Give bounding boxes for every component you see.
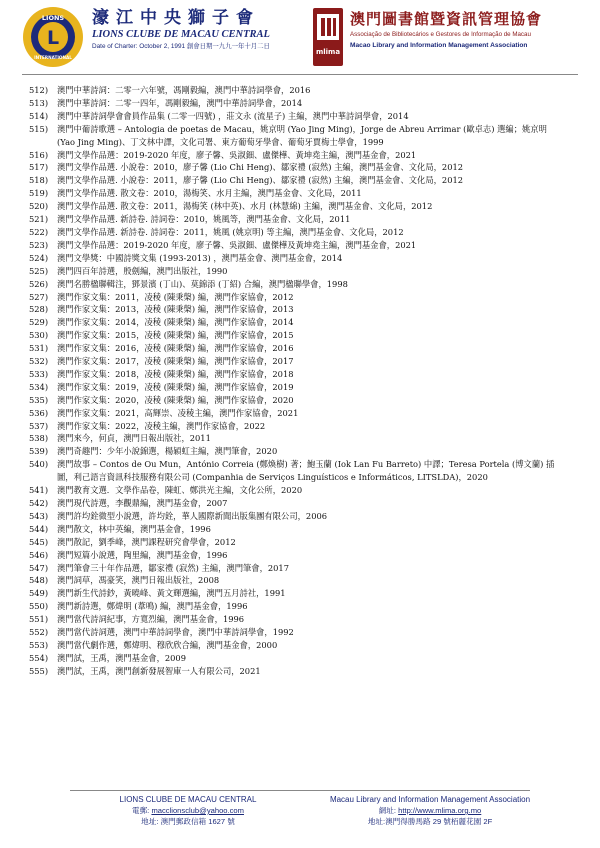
lions-logo-text-bottom: INTERNATIONAL (34, 55, 72, 60)
entry-number: 532) (29, 356, 49, 367)
list-item (0, 291, 600, 304)
entry-text: 澳門故事 – Contos de Ou Mun，António Correia (鄭煥樹) 著；鮑玉蘭 (Iok Lan Fu Barreto) 中譯；Teresa Portela (博文蘭) 插圖，利己語言資訊科技服務有限公司 (Companhia de Serviços Linguísticos e Informáticos, LITSLDA)，2020 (57, 459, 555, 483)
entry-number: 512) (29, 85, 49, 95)
entry-text: 澳門奇趣門：少年小說錦選，楊穎虹主編，澳門筆會，2020 (57, 446, 278, 457)
list-item (0, 407, 600, 420)
entry-text: 澳門文學作品選. 小說卷：2011，廖子馨 (Lio Chi Heng)、鄒家禮 (寂然) 主編，澳門基金會、文化局，2012 (57, 175, 464, 186)
entry-number: 545) (29, 536, 49, 547)
entry-text: 澳門作家文集：2021，高輝崇、凌稜主編，澳門作家協會，2021 (57, 407, 299, 418)
entry-number: 555) (29, 665, 49, 676)
footer-email-link[interactable]: macclionsclub@yahoo.com (151, 806, 244, 815)
entry-text: 澳門作家文集：2014，凌稜 (陳秉槃) 編，澳門作家協會，2014 (57, 317, 294, 328)
entry-number: 536) (29, 407, 49, 418)
list-item (0, 600, 600, 613)
entry-text: 澳門文學獎：中國詩獎文集 (1993-2013) ，澳門基金會、澳門基金會，2014 (57, 252, 343, 263)
list-item (0, 445, 600, 458)
entry-number: 522) (29, 226, 49, 237)
entry-text: 澳門名勝楹聯輯注，鄧景濱 (丁山)、莫錦添 (丁紹) 合編，澳門楹聯學會，1998 (57, 278, 348, 289)
entry-number: 548) (29, 575, 49, 586)
entry-text: 澳門文學作品選. 小說卷：2010，廖子馨 (Lio Chi Heng)、鄒家禮 (寂然) 主編，澳門基金會、文化局，2012 (57, 162, 464, 173)
footer-mlima-website-line (310, 805, 550, 816)
entry-text: 澳門文學作品選. 散文卷：2010，湯梅笑、水月主編，澳門基金會、文化局，2011 (57, 188, 362, 199)
list-item (0, 381, 600, 394)
entry-text: 澳門作家文集：2018，凌稜 (陳秉槃) 編，澳門作家協會，2018 (57, 368, 294, 379)
entry-text: 澳門試，王禹，澳門基金會，2009 (57, 652, 186, 663)
list-item (0, 574, 600, 587)
entry-number: 531) (29, 343, 49, 354)
list-item (0, 613, 600, 626)
entry-number: 521) (29, 214, 49, 225)
list-item (0, 639, 600, 652)
entry-text: 澳門散記，劉季峰，澳門課程研究會學會，2012 (57, 536, 236, 547)
entry-number: 519) (29, 188, 49, 199)
entry-text: 澳門作家文集：2019，凌稜 (陳秉槃) 編，澳門作家協會，2019 (57, 381, 294, 392)
entry-number: 543) (29, 510, 49, 521)
header-divider (22, 74, 578, 75)
footer-lions-email-line (88, 805, 288, 816)
list-item (0, 110, 600, 123)
entry-number: 529) (29, 317, 49, 328)
list-item (0, 213, 600, 226)
entry-text: 澳門來今，何貞，澳門日報出版社，2011 (57, 433, 211, 444)
list-item (0, 316, 600, 329)
lions-club-logo-icon (22, 6, 84, 68)
entry-number: 550) (29, 601, 49, 612)
list-item (0, 278, 600, 291)
entry-number: 516) (29, 149, 49, 160)
footer-divider (70, 790, 530, 791)
list-item (0, 329, 600, 342)
entry-text: 澳門新詩選，鄭煒明 (葦鳴) 編，澳門基金會，1996 (57, 601, 248, 612)
list-item (0, 161, 600, 174)
entry-text: 澳門作家文集：2016，凌稜 (陳秉槃) 編，澳門作家協會，2016 (57, 343, 294, 354)
entry-text: 澳門作家文集：2020，凌稜 (陳秉槃) 編，澳門作家協會，2020 (57, 394, 294, 405)
entry-text: 澳門當代詩詞選，澳門中華詩詞學會，澳門中華詩詞學會，1992 (57, 627, 294, 638)
lions-club-charter-date: Date of Charter: October 2, 1991 創會日期一九九一年十月二日 (92, 43, 270, 50)
entry-number: 523) (29, 239, 49, 250)
mlima-titles (350, 9, 595, 51)
entry-number: 554) (29, 652, 49, 663)
list-item (0, 536, 600, 549)
list-item (0, 562, 600, 575)
entry-text: 澳門文學作品選. 新詩卷. 詩詞卷：2010，姚風等，澳門基金會、文化局，2011 (57, 214, 351, 225)
lions-logo-text-top: LIONS (41, 14, 65, 22)
entry-number: 515) (29, 123, 49, 134)
entry-number: 546) (29, 549, 49, 560)
footer-lions-address: 地址: 澳門郵政信箱 1627 號 (141, 817, 235, 826)
entry-number: 530) (29, 330, 49, 341)
entry-number: 553) (29, 639, 49, 650)
list-item (0, 200, 600, 213)
list-item (0, 484, 600, 497)
lions-club-name-cn: 濠江中央獅子會 (92, 8, 260, 28)
entry-text: 澳門作家文集：2011，凌稜 (陳秉槃) 編，澳門作家協會，2012 (57, 291, 294, 302)
footer-email-label: 電郵: (132, 806, 150, 815)
entry-text: 澳門文學作品選：2019-2020 年度，廖子馨、吳淑鈿、盧傑樺及黃坤堯主編，澳門基金會，2021 (57, 239, 417, 250)
entry-text: 澳門當代詩詞紀事，方寬烈編，澳門基金會，1996 (57, 614, 245, 625)
entry-text: 澳門作家文集：2017，凌稜 (陳秉槃) 編，澳門作家協會，2017 (57, 356, 294, 367)
entry-text: 澳門散文，林中英編，澳門基金會，1996 (57, 523, 211, 534)
entry-text: 澳門文學作品選. 散文卷：2011，湯梅笑 (林中英)、水月 (林慧綿) 主編，澳門基金會、文化局，2012 (57, 201, 433, 212)
entry-number: 513) (29, 97, 49, 108)
page-header (0, 0, 600, 78)
entry-text: 澳門作家文集：2013，凌稜 (陳秉槃) 編，澳門作家協會，2013 (57, 304, 294, 315)
entry-number: 526) (29, 278, 49, 289)
list-item (0, 652, 600, 665)
entry-number: 520) (29, 201, 49, 212)
entry-text: 澳門教育文選．文學作品卷，陳虹、鄭洪光主編，文化公所，2020 (57, 485, 303, 496)
entry-number: 534) (29, 381, 49, 392)
list-item (0, 123, 600, 149)
list-item (0, 368, 600, 381)
entry-number: 542) (29, 498, 49, 508)
entry-number: 538) (29, 433, 49, 444)
entry-text: 澳門中華詩詞：二零一六年號，馮剛毅編，澳門中華詩詞學會，2016 (57, 85, 311, 95)
page-footer (0, 790, 600, 848)
entry-text: 澳門文學作品選. 新詩卷. 詩詞卷：2011，姚風 (姚京明) 等主編，澳門基金會、文化局，2012 (57, 226, 404, 237)
entry-text: 澳門四百年詩選，殷劍編，澳門出版社，1990 (57, 265, 228, 276)
list-item (0, 342, 600, 355)
entry-text: 澳門短篇小說選，陶里編，澳門基金會，1996 (57, 549, 228, 560)
footer-mlima-info (310, 794, 550, 827)
list-item (0, 549, 600, 562)
entry-number: 533) (29, 368, 49, 379)
entry-text: 澳門筆會三十年作品選，鄒家禮 (寂然) 主編，澳門筆會，2017 (57, 562, 289, 573)
entry-text: 澳門試，王禹，澳門創新發展智庫一人有限公司，2021 (57, 665, 261, 676)
lions-club-titles (92, 8, 302, 52)
footer-lions-info (88, 794, 288, 827)
mlima-logo-icon (313, 8, 343, 66)
entry-text: 澳門作家文集：2015，凌稜 (陳秉槃) 編，澳門作家協會，2015 (57, 330, 294, 341)
entry-number: 549) (29, 588, 49, 599)
entry-number: 525) (29, 265, 49, 276)
list-item (0, 587, 600, 600)
list-item (0, 420, 600, 433)
list-item (0, 626, 600, 639)
entry-number: 524) (29, 252, 49, 263)
list-item (0, 510, 600, 523)
entry-text: 澳門文學作品選：2019-2020 年度，廖子馨、吳淑鈿、盧傑樺、黃坤堯主編，澳門基金會，2021 (57, 149, 417, 160)
entry-number: 535) (29, 394, 49, 405)
list-item (0, 187, 600, 200)
list-item (0, 84, 600, 97)
lions-logo-letter: L (46, 27, 60, 49)
list-item (0, 303, 600, 316)
list-item (0, 394, 600, 407)
entry-number: 547) (29, 562, 49, 573)
bibliography-list (0, 84, 600, 678)
entry-text: 澳門詞草，馮豪笑，澳門日報出版社，2008 (57, 575, 220, 586)
footer-website-label: 網址: (378, 806, 397, 815)
entry-text: 澳門現代詩選，李觀鼎編，澳門基金會，2007 (57, 498, 228, 508)
entry-number: 518) (29, 175, 49, 186)
entry-number: 539) (29, 446, 49, 457)
mlima-logo-text: mlima (315, 48, 341, 56)
entry-number: 528) (29, 304, 49, 315)
mlima-name-cn: 澳門圖書館暨資訊管理協會 (350, 10, 543, 28)
entry-number: 541) (29, 485, 49, 496)
mlima-name-pt: Associação de Bibliotecários e Gestores de Informação de Macau (350, 31, 531, 38)
entry-text: 澳門中華詩詞：二零一四年，馮剛毅編，澳門中華詩詞學會，2014 (57, 97, 303, 108)
list-item (0, 97, 600, 110)
list-item (0, 523, 600, 536)
list-item (0, 497, 600, 510)
list-item (0, 665, 600, 678)
footer-mlima-address: 地址:澳門得勝馬路 29 號栢麗花園 2F (367, 817, 493, 826)
list-item (0, 226, 600, 239)
list-item (0, 239, 600, 252)
entry-text: 澳門當代劇作選，鄭煒明、穆欣欣合編，澳門基金會，2000 (57, 639, 278, 650)
list-item (0, 252, 600, 265)
list-item (0, 149, 600, 162)
footer-mlima-title: Macau Library and Information Management Association (329, 795, 531, 804)
entry-text: 澳門作家文集：2022，凌稜主編，澳門作家協會，2022 (57, 420, 266, 431)
entry-number: 540) (29, 459, 49, 470)
entry-number: 552) (29, 627, 49, 638)
lions-club-name-pt: LIONS CLUBE DE MACAU CENTRAL (92, 29, 270, 40)
footer-website-link[interactable]: http://www.mlima.org.mo (398, 806, 482, 815)
entry-number: 537) (29, 420, 49, 431)
entry-number: 551) (29, 614, 49, 625)
entry-text: 澳門中華詩詞學會會員作品集 (二零一四號) ，莊文永 (流星子) 主編，澳門中華詩詞學會，2014 (57, 110, 409, 121)
entry-number: 514) (29, 110, 49, 121)
list-item (0, 265, 600, 278)
entry-number: 544) (29, 523, 49, 534)
list-item (0, 355, 600, 368)
list-item (0, 432, 600, 445)
entry-text: 澳門許均銓微型小說選，許均銓，華人國際新聞出版集團有限公司，2006 (57, 510, 328, 521)
entry-text: 澳門新生代詩鈔，黃曉峰、黃文輝選編，澳門五月詩社，1991 (57, 588, 286, 599)
footer-lions-title: LIONS CLUBE DE MACAU CENTRAL (119, 795, 257, 804)
entry-text: 澳門中葡詩歌選 – Antologia de poetas de Macau，姚京明 (Yao Jing Ming)，Jorge de Abreu Arrimar (歐卓志) 選編；姚京明 (Yao Jing Ming)、丁文林中譯，文化司署、東方葡萄牙學會、葡萄牙賈梅士學會，1999 (57, 123, 547, 147)
list-item (0, 458, 600, 484)
list-item (0, 174, 600, 187)
entry-number: 527) (29, 291, 49, 302)
mlima-name-en: Macao Library and Information Management Association (350, 42, 528, 49)
entry-number: 517) (29, 162, 49, 173)
